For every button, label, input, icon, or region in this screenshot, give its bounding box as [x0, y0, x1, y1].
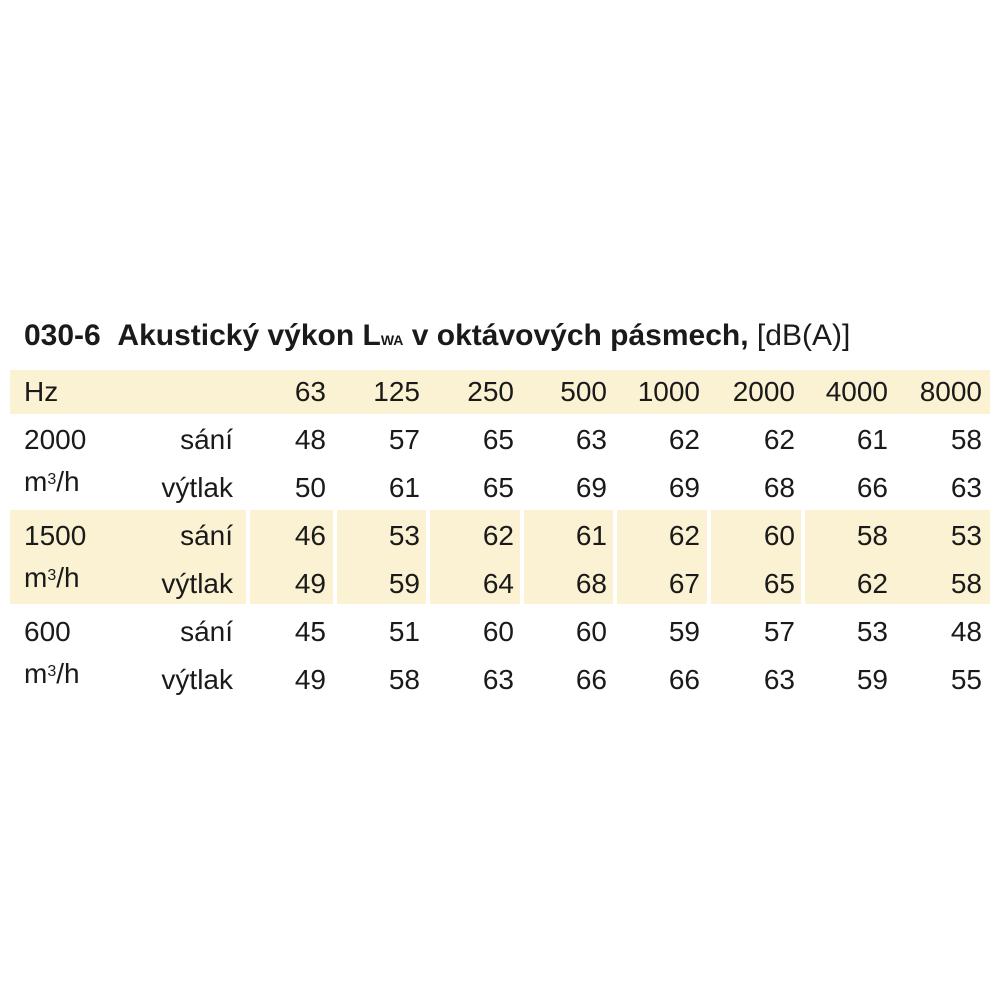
table-cell-value: 61 [856, 424, 888, 455]
header-hz-label: Hz [24, 376, 59, 407]
table-cell-value: 67 [668, 568, 700, 599]
table-cell-value: 46 [294, 520, 326, 551]
table-cell-value: 49 [294, 664, 326, 695]
table-cell-value: 53 [388, 520, 420, 551]
table-cell-value: 62 [482, 520, 514, 551]
row-label: sání [180, 424, 233, 455]
table-cell-value: 48 [294, 424, 326, 455]
row-label: výtlak [161, 664, 233, 695]
table-cell-value: 66 [575, 664, 607, 695]
table-cell-value: 51 [388, 616, 420, 647]
table-cell-value: 59 [668, 616, 700, 647]
header-frequency: 4000 [825, 376, 888, 407]
table-cell-value: 65 [482, 424, 514, 455]
flow-unit-tail: /h [56, 658, 80, 689]
flow-value: 600 [24, 616, 71, 647]
table-cell-value: 63 [763, 664, 795, 695]
row-label: sání [180, 616, 233, 647]
table-cell-value: 58 [950, 424, 982, 455]
table-cell-value: 63 [482, 664, 514, 695]
flow-unit-tail: /h [56, 562, 80, 593]
table-cell-value: 62 [763, 424, 795, 455]
table-cell-value: 60 [763, 520, 795, 551]
table-cell-value: 65 [763, 568, 795, 599]
table-title [24, 314, 850, 358]
table-cell-value: 50 [294, 472, 326, 503]
header-frequency: 1000 [637, 376, 700, 407]
table-cell-value: 62 [668, 520, 700, 551]
table-cell-value: 58 [856, 520, 888, 551]
header-frequency: 500 [560, 376, 607, 407]
table-cell-value: 68 [763, 472, 795, 503]
title-subscript: WA [380, 332, 404, 348]
table-cell-value: 59 [388, 568, 420, 599]
unit-label: [dB(A)] [756, 319, 851, 352]
table-cell-value: 59 [856, 664, 888, 695]
flow-unit-sup: 3 [47, 471, 57, 488]
table-cell-value: 63 [950, 472, 982, 503]
table-cell-value: 58 [388, 664, 420, 695]
header-frequency: 8000 [919, 376, 982, 407]
table-cell-value: 55 [950, 664, 982, 695]
table-cell-value: 66 [668, 664, 700, 695]
flow-unit-base: m [24, 562, 48, 593]
table-cell-value: 62 [668, 424, 700, 455]
table-cell-value: 57 [388, 424, 420, 455]
header-frequency: 125 [373, 376, 420, 407]
table-cell-value: 66 [856, 472, 888, 503]
flow-value: 1500 [24, 520, 87, 551]
header-frequency: 2000 [732, 376, 795, 407]
header-frequency: 63 [294, 376, 326, 407]
header-frequency: 250 [467, 376, 514, 407]
table-cell-value: 69 [575, 472, 607, 503]
table-cell-value: 61 [575, 520, 607, 551]
table-cell-value: 49 [294, 568, 326, 599]
flow-unit-sup: 3 [47, 567, 57, 584]
table-cell-value: 64 [482, 568, 514, 599]
flow-value: 2000 [24, 424, 87, 455]
table-cell-value: 58 [950, 568, 982, 599]
table-cell-value: 53 [950, 520, 982, 551]
table-cell-value: 68 [575, 568, 607, 599]
table-cell-value: 57 [763, 616, 795, 647]
flow-unit-base: m [24, 658, 48, 689]
flow-unit-base: m [24, 466, 48, 497]
row-label: sání [180, 520, 233, 551]
title-main: Akustický výkon L [117, 319, 381, 352]
flow-unit-tail: /h [56, 466, 80, 497]
table-cell-value: 62 [856, 568, 888, 599]
table-cell-value: 63 [575, 424, 607, 455]
flow-unit-sup: 3 [47, 663, 57, 680]
table-cell-value: 65 [482, 472, 514, 503]
table-cell-value: 69 [668, 472, 700, 503]
table-cell-value: 53 [856, 616, 888, 647]
table-cell-value: 60 [482, 616, 514, 647]
table-cell-value: 60 [575, 616, 607, 647]
model-code: 030-6 [24, 319, 101, 352]
title-rest: v oktávových pásmech, [403, 319, 749, 352]
table-cell-value: 48 [950, 616, 982, 647]
table-cell-value: 45 [294, 616, 326, 647]
row-label: výtlak [161, 568, 233, 599]
row-label: výtlak [161, 472, 233, 503]
table-cell-value: 61 [388, 472, 420, 503]
